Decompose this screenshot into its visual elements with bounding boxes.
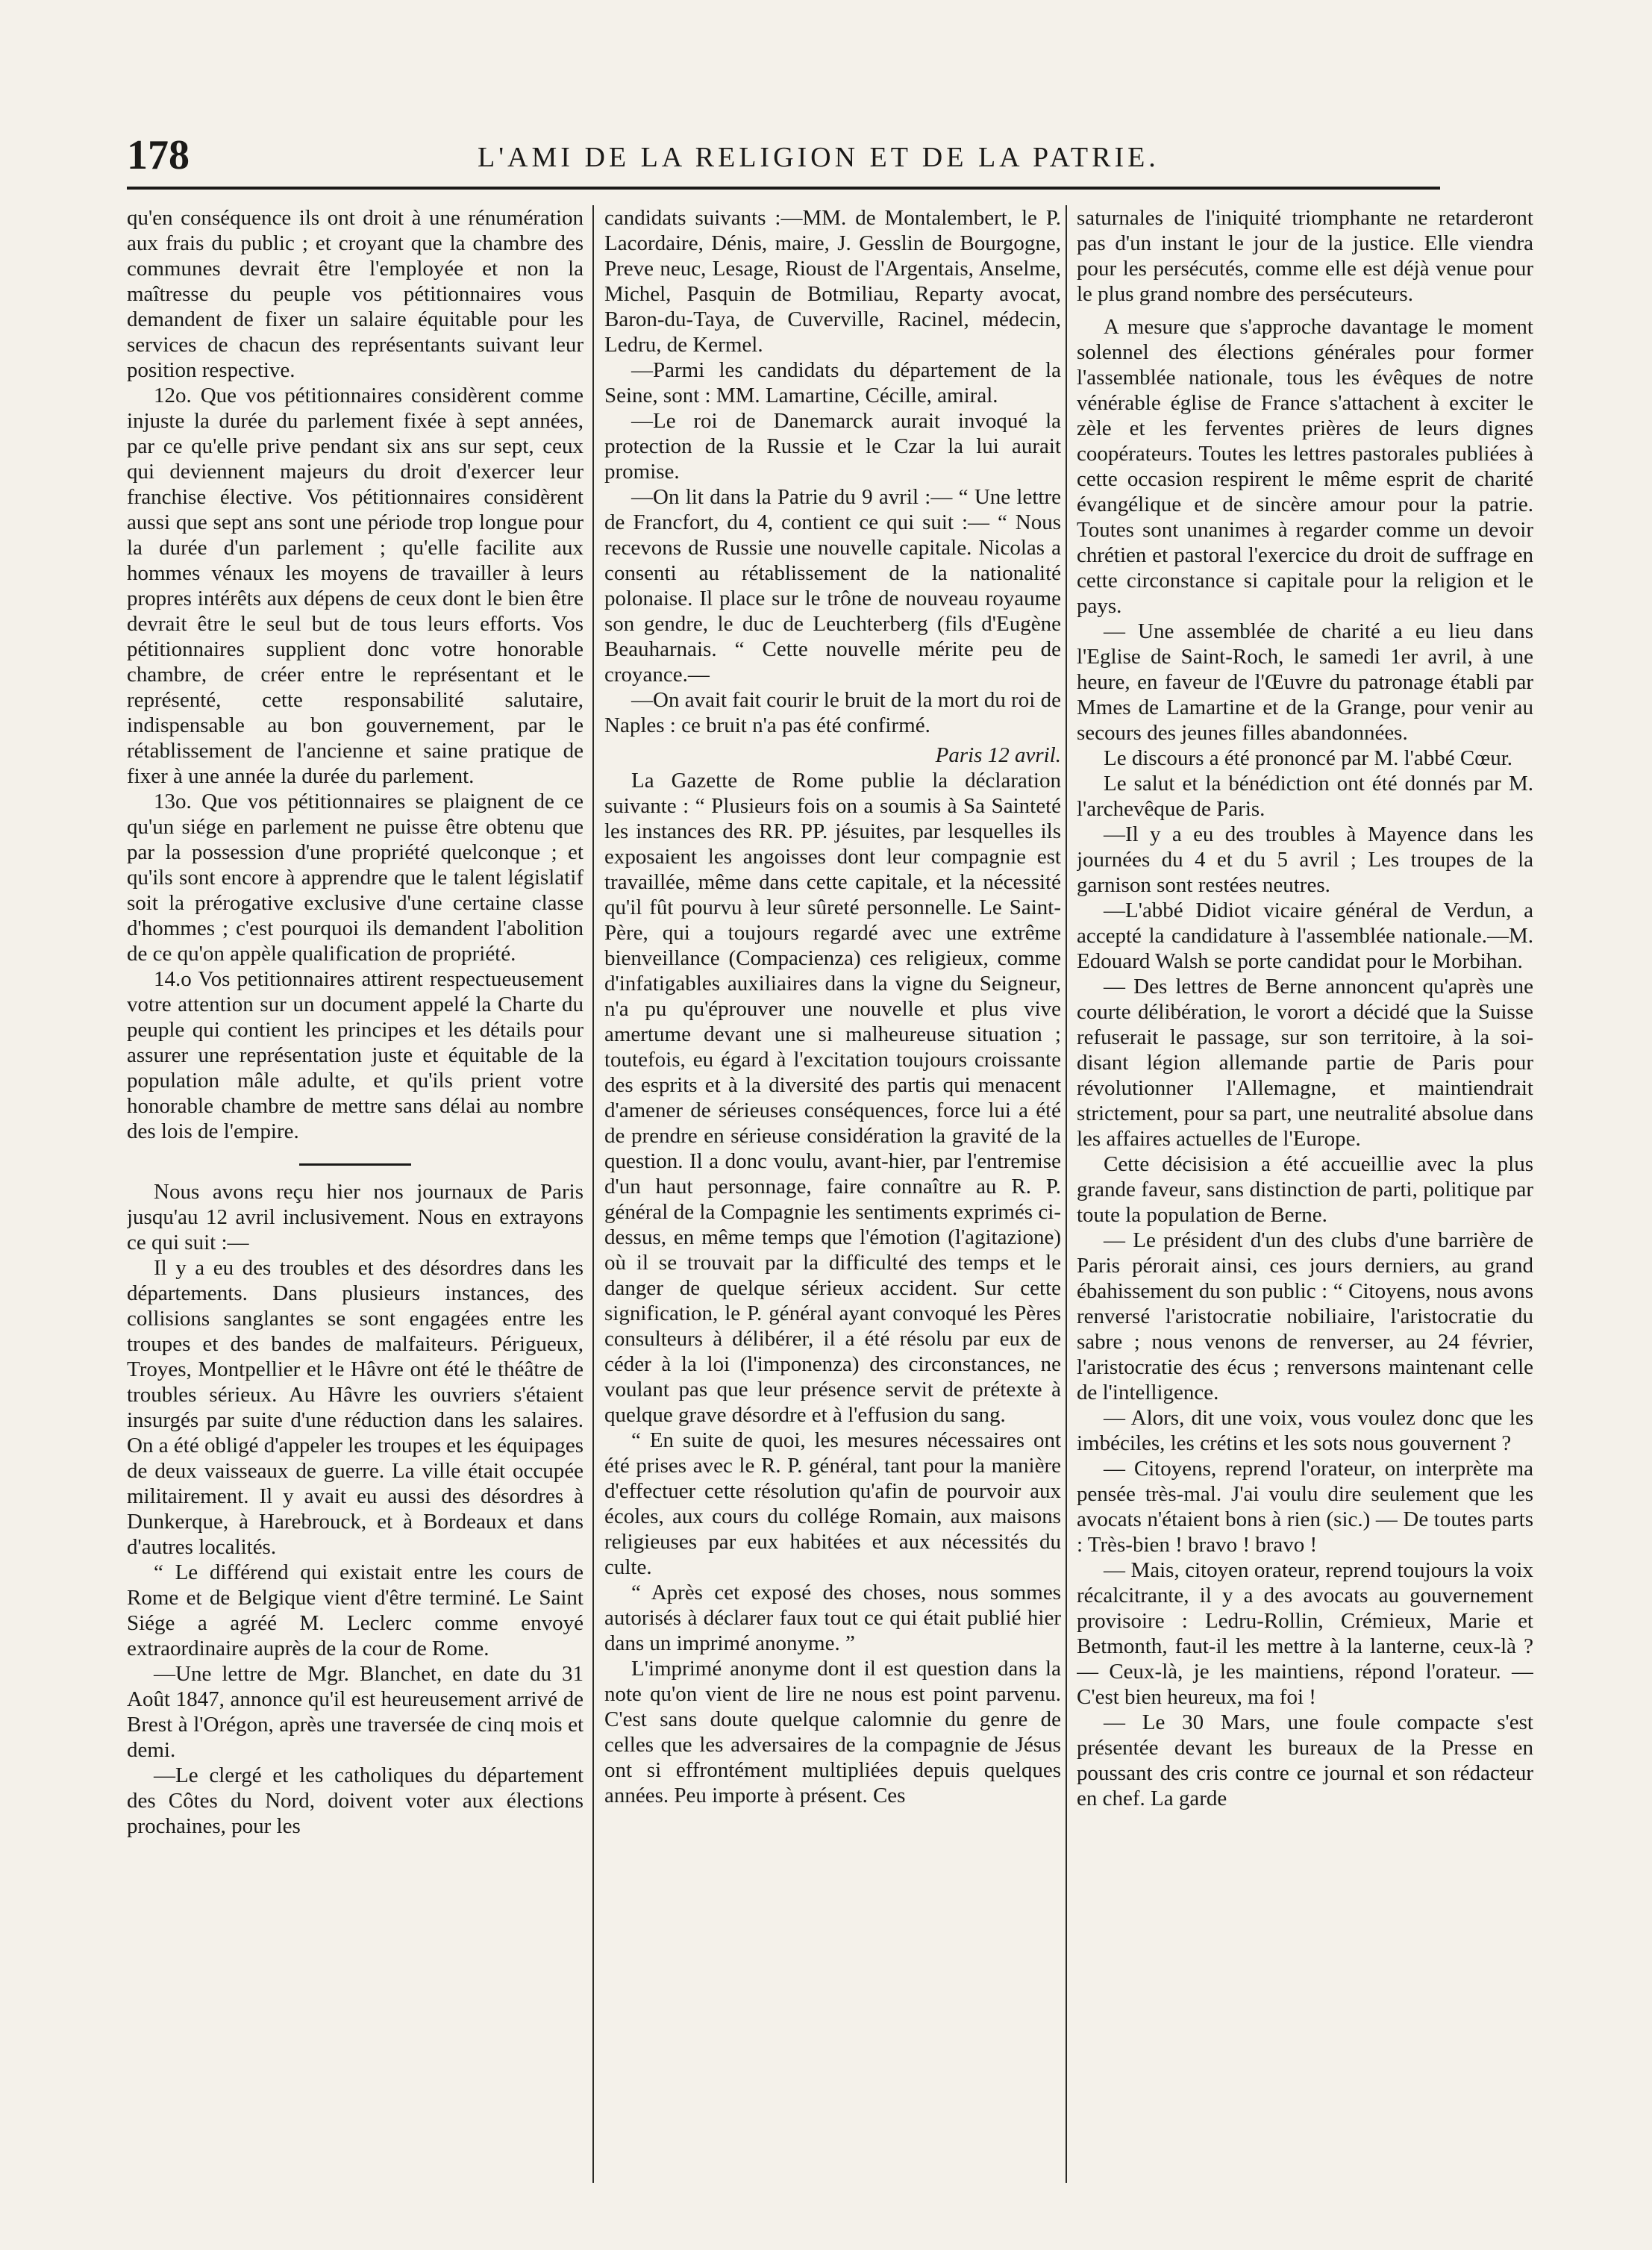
paragraph: “ En suite de quoi, les mesures nécessaires ont été prises avec le R. P. général, tant pour la manière d'effectuer cette résolution qu'afin de pourvoir aux écoles, aux cours du collége Romain, aux maisons religieuses par eux habitées et aux nécessités du culte. — [604, 1428, 1061, 1579]
paragraph: — Le président d'un des clubs d'une barrière de Paris pérorait ainsi, ces jours derniers, au grand ébahissement du son public : “ Citoyens, nous avons renversé l'aristocratie nobiliaire, l'aristocratie du sabre ; nous venons de renverser, au 24 février, l'aristocratie des écus ; renversons maintenant celle de l'intelligence. — [1077, 1228, 1533, 1404]
paragraph: A mesure que s'approche davantage le moment solennel des élections générales pour former l'assemblée nationale, tous les évêques de notre vénérable église de France s'attachent à exciter le zèle et les ferventes prières de leurs dignes coopérateurs. Toutes les lettres pastorales publiées à cette occasion respirent le même esprit de charité évangélique et de sincère amour pour la patrie. Toutes sont unanimes à regarder comme un devoir chrétien et pastoral l'exercice du droit de suffrage en cette circonstance si capitale pour la religion et le pays. — [1077, 315, 1533, 618]
column-1 — [127, 205, 583, 2190]
paragraph: saturnales de l'iniquité triomphante ne retarderont pas d'un instant le jour de la justice. Elle viendra pour les persécutés, comme elle est déjà venue pour le plus grand nombre des persécuteurs. — [1077, 206, 1533, 306]
paragraph: —Parmi les candidats du département de la Seine, sont : MM. Lamartine, Cécille, amiral. — [604, 358, 1061, 407]
page-header — [127, 133, 1440, 182]
running-title: L'AMI DE LA RELIGION ET DE LA PATRIE. — [478, 142, 1160, 173]
paragraph: candidats suivants :—MM. de Montalembert, le P. Lacordaire, Dénis, maire, J. Gesslin de Bourgogne, Preve neuc, Lesage, Rioust de l'Argentais, Anselme, Michel, Pasquin de Botmiliau, Reparty avocat, Baron-du-Taya, de Cuverville, Racinel, médecin, Ledru, de Kermel. — [604, 206, 1061, 357]
article-separator — [299, 1163, 411, 1166]
paragraph: “ Après cet exposé des choses, nous sommes autorisés à déclarer faux tout ce qui était publié hier dans un imprimé anonyme. ” — [604, 1581, 1061, 1655]
paragraph: — Le 30 Mars, une foule compacte s'est présentée devant les bureaux de la Presse en poussant des cris contre ce journal et son rédacteur en chef. La garde — [1077, 1710, 1533, 1810]
paragraph: L'imprimé anonyme dont il est question dans la note qu'on vient de lire ne nous est point parvenu. C'est sans doute quelque calomnie du genre de celles que les adversaires de la compagnie de Jésus ont si effrontément multipliées depuis quelques années. Peu importe à présent. Ces — [604, 1657, 1061, 1807]
column-2 — [604, 205, 1061, 2190]
paragraph: —Le clergé et les catholiques du département des Côtes du Nord, doivent voter aux élections prochaines, pour les — [127, 1763, 583, 1838]
header-rule — [127, 187, 1440, 190]
paragraph: Il y a eu des troubles et des désordres dans les départements. Dans plusieurs instances, des collisions sanglantes se sont engagées entre les troupes et des bandes de malfaiteurs. Périgueux, Troyes, Montpellier et le Hâvre ont été le théâtre de troubles sérieux. Au Hâvre les ouvriers s'étaient insurgés par suite d'une réduction dans les salaires. On a été obligé d'appeler les troupes et les équipages de deux vaisseaux de guerre. La ville était occupée militairement. Il y avait eu aussi des désordres à Dunkerque, à Harebrouck, et à Bordeaux et dans d'autres localités. — [127, 1256, 583, 1559]
paragraph: — Des lettres de Berne annoncent qu'après une courte délibération, le vorort a décidé que la Suisse refuserait le passage, sur son territoire, à la soi-disant légion allemande partie de Paris pour révolutionner l'Allemagne, et maintiendrait strictement, pour sa part, une neutralité absolue dans les affaires actuelles de l'Europe. — [1077, 975, 1533, 1151]
paragraph: —Le roi de Danemarck aurait invoqué la protection de la Russie et le Czar la lui aurait promise. — [604, 409, 1061, 484]
paragraph: 12o. Que vos pétitionnaires considèrent comme injuste la durée du parlement fixée à sept années, par ce qu'elle prive pendant six ans sur sept, ceux qui deviennent majeurs du droit d'exercer leur franchise élective. Vos pétitionnaires considèrent aussi que sept ans sont une période trop longue pour la durée d'un parlement ; qu'elle facilite aux hommes vénaux les moyens de travailler à leurs propres intérêts aux dépens de ceux dont le bien être devrait être le seul but de tous leurs efforts. Vos pétitionnaires supplient donc votre honorable chambre, de créer entre le représentant et le représenté, cette responsabilité salutaire, indispensable au bon gouvernement, par le rétablissement de l'ancienne et saine pratique de fixer à une année la durée du parlement. — [127, 384, 583, 788]
dateline: Paris 12 avril. — [935, 743, 1061, 767]
paragraph: “ Le différend qui existait entre les cours de Rome et de Belgique vient d'être terminé. Le Saint Siége a agréé M. Leclerc comme envoyé extraordinaire auprès de la cour de Rome. — [127, 1560, 583, 1660]
paragraph: qu'en conséquence ils ont droit à une rénumération aux frais du public ; et croyant que la chambre des communes devrait être l'employée et non la maîtresse du peuple vos pétitionnaires vous demandent de fixer un salaire équitable pour les services de chacun des représentants suivant leur position respective. — [127, 206, 583, 382]
paragraph: Le discours a été prononcé par M. l'abbé Cœur. — [1104, 746, 1512, 770]
paragraph: Cette décisision a été accueillie avec la plus grande faveur, sans distinction de parti, politique par toute la population de Berne. — [1077, 1152, 1533, 1227]
paragraph: 14.o Vos petitionnaires attirent respectueusement votre attention sur un document appelé la Charte du peuple qui contient les principes et les détails pour assurer une représentation juste et équitable de la population mâle adulte, et qu'ils prient votre honorable chambre de mettre sans délai au nombre des lois de l'empire. — [127, 967, 583, 1143]
paragraph: Le salut et la bénédiction ont été donnés par M. l'archevêque de Paris. — [1077, 772, 1533, 821]
paragraph: —L'abbé Didiot vicaire général de Verdun, a accepté la candidature à l'assemblée nationale.—M. Edouard Walsh se porte candidat pour le Morbihan. — [1077, 899, 1533, 973]
paragraph: — Mais, citoyen orateur, reprend toujours la voix récalcitrante, il y a des avocats au gouvernement provisoire : Ledru-Rollin, Crémieux, Marie et Betmonth, faut-il les mettre à la lanterne, ceux-là ? — Ceux-là, je les maintiens, répond l'orateur. — C'est bien heureux, ma foi ! — [1077, 1558, 1533, 1709]
column-3 — [1077, 205, 1533, 2190]
paragraph: —Il y a eu des troubles à Mayence dans les journées du 4 et du 5 avril ; Les troupes de la garnison sont restées neutres. — [1077, 822, 1533, 897]
column-divider — [1066, 205, 1067, 2183]
column-divider — [592, 205, 594, 2183]
page-number: 178 — [127, 132, 190, 178]
paragraph: — Alors, dit une voix, vous voulez donc que les imbéciles, les crétins et les sots nous gouvernent ? — [1077, 1406, 1533, 1455]
paragraph: — Citoyens, reprend l'orateur, on interprète ma pensée très-mal. J'ai voulu dire seulement que les avocats n'étaient bons à rien (sic.) — De toutes parts : Très-bien ! bravo ! bravo ! — [1077, 1457, 1533, 1557]
paragraph: Nous avons reçu hier nos journaux de Paris jusqu'au 12 avril inclusivement. Nous en extrayons ce qui suit :— — [127, 1180, 583, 1254]
paragraph: —On lit dans la Patrie du 9 avril :— “ Une lettre de Francfort, du 4, contient ce qui suit :— “ Nous recevons de Russie une nouvelle capitale. Nicolas a consenti au rétablissement de la nationalité polonaise. Il place sur le trône de nouveau royaume son gendre, le duc de Leuchterberg (fils d'Eugène Beauharnais. “ Cette nouvelle mérite peu de croyance.— — [604, 485, 1061, 687]
paragraph: —On avait fait courir le bruit de la mort du roi de Naples : ce bruit n'a pas été confirmé. — [604, 688, 1061, 737]
paragraph: La Gazette de Rome publie la déclaration suivante : “ Plusieurs fois on a soumis à Sa Sainteté les instances des RR. PP. jésuites, par lesquelles ils exposaient les angoisses dont leur compagnie est travaillée, même dans cette capitale, et la nécessité qu'il fût pourvu à leur sûreté personnelle. Le Saint-Père, qui a toujours regardé avec une extrême bienveillance (Compacienza) ces religieux, comme d'infatigables auxiliaires dans la vigne du Seigneur, n'a pu qu'éprouver une nouvelle et plus vive amertume devant une si malheureuse situation ; toutefois, eu égard à l'excitation toujours croissante des esprits et à la diversité des partis qui menacent d'amener de sérieuses conséquences, force lui a été de prendre en sérieuse considération la gravité de la question. Il a donc voulu, avant-hier, par l'entremise d'un haut personnage, faire connaître au R. P. général de la Compagnie les sentiments exprimés ci-dessus, en même temps que l'émotion (l'agitazione) où il se trouvait par la difficulté des temps et le danger de quelque sérieux accident. Sur cette signification, le P. général ayant convoqué les Pères consulteurs à délibérer, il a été résolu par eux de céder à la loi (l'imponenza) des circonstances, ne voulant pas que leur présence servit de prétexte à quelque grave désordre et à l'effusion du sang. — [604, 769, 1061, 1427]
paragraph: 13o. Que vos pétitionnaires se plaignent de ce qu'un siége en parlement ne puisse être obtenu que par la possession d'une propriété quelconque ; et qu'ils sont encore à apprendre que le talent législatif soit la prérogative exclusive d'une certaine classe d'hommes ; c'est pourquoi ils demandent l'abolition de ce qu'on appèle qualification de propriété. — [127, 790, 583, 966]
paragraph: — Une assemblée de charité a eu lieu dans l'Eglise de Saint-Roch, le samedi 1er avril, à une heure, en faveur de l'Œuvre du patronage établi par Mmes de Lamartine et de la Grange, pour venir au secours des jeunes filles abandonnées. — [1077, 619, 1533, 745]
paragraph: —Une lettre de Mgr. Blanchet, en date du 31 Août 1847, annonce qu'il est heureusement arrivé de Brest à l'Orégon, après une traversée de cinq mois et demi. — [127, 1662, 583, 1762]
